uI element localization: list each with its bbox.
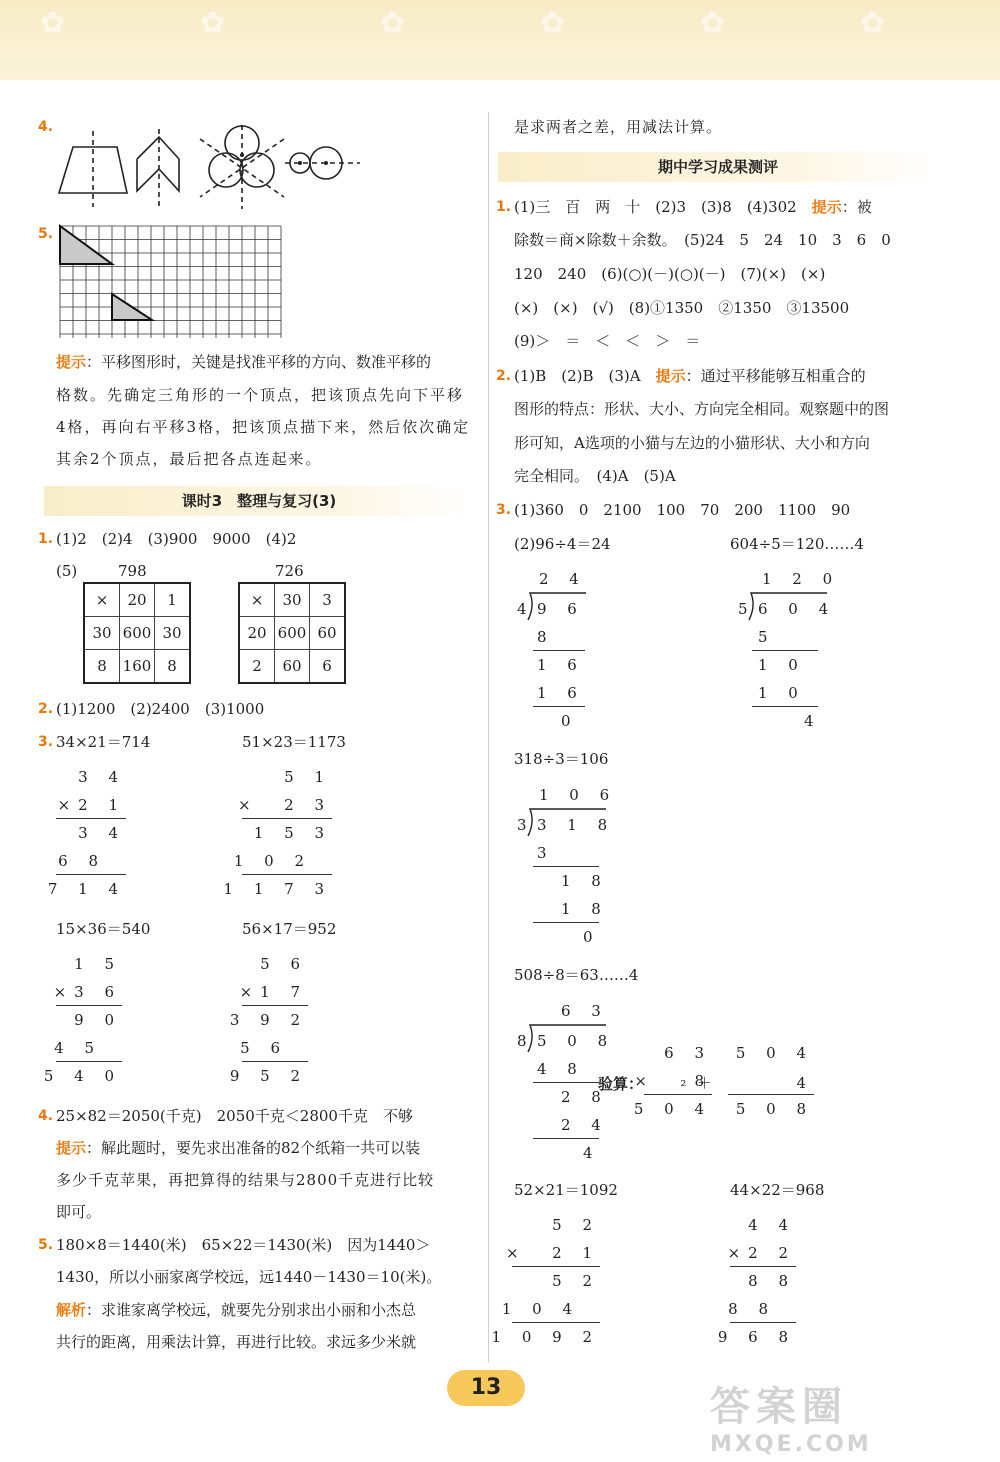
table2-title: 726 [275, 562, 304, 580]
s5-tip-line-2: 共行的距离，用乘法计算，再进行比较。求远多少米就 [56, 1333, 417, 1351]
q2-line-4: 完全相同。 (4)A (5)A [514, 467, 676, 485]
long-division-508-8: 6 3 8 5 0 8 4 8 2 8 2 4 4 [517, 1002, 616, 1162]
s5-tip-line-1: 解析：求谁家离学校远，就要先分别求出小丽和小杰总 [56, 1301, 417, 1319]
section-title-midterm: 期中学习成果测评 [498, 152, 938, 182]
s4-number: 4. [38, 1108, 54, 1124]
q3-eq2: 604÷5＝120……4 [730, 535, 864, 553]
check-label: 验算： [598, 1075, 644, 1093]
section-title-review: 课时3 整理与复习(3) [44, 486, 474, 516]
q2-line-3: 形可知，A选项的小猫与左边的小猫形状、大小和方向 [514, 434, 870, 452]
q5-tip-line-3: 4格，再向右平移3格，把该顶点描下来，然后依次确定 [56, 418, 471, 436]
q2-line-1: (1)B (2)B (3)A 提示：通过平移能够互相重合的 [514, 367, 866, 385]
s3-eq1: 34×21＝714 [56, 733, 151, 751]
long-division-604-5: 1 2 0 5 6 0 4 5 1 0 1 0 4 [738, 570, 841, 730]
flower-icon: ✿ [540, 6, 566, 41]
column-divider [488, 112, 489, 1362]
s1-line1: (1)2 (2)4 (3)900 9000 (4)2 [56, 530, 297, 548]
header-banner [0, 0, 1000, 80]
vertical-calc-34x21: 3 4 ×2 1 3 4 6 8 7 1 4 [47, 768, 126, 898]
q1-number: 1. [496, 199, 512, 215]
q3-eq4: 508÷8＝63……4 [514, 966, 639, 984]
tip-label: 提示 [655, 367, 686, 385]
s3-eq4: 56×17＝952 [242, 920, 337, 938]
flower-icon: ✿ [200, 6, 226, 41]
table1-title: 798 [118, 562, 147, 580]
multiplication-table-1: × 20 1 30 600 30 8 160 8 [83, 582, 191, 684]
s1-part5: (5) [56, 562, 78, 580]
q1-line-4: (×) (×) (√) (8)①1350 ②1350 ③13500 [514, 299, 850, 317]
q3-number: 3. [496, 502, 512, 518]
s5-number: 5. [38, 1237, 54, 1253]
q2-number: 2. [496, 368, 512, 384]
right-top-line: 是求两者之差，用减法计算。 [514, 118, 723, 136]
s5-line-2: 1430，所以小丽家离学校远，远1440－1430＝10(米)。 [56, 1268, 442, 1286]
q3-eq5: 52×21＝1092 [514, 1181, 618, 1199]
s4-text: 25×82＝2050(千克) 2050千克＜2800千克 不够 [56, 1107, 413, 1125]
q2-line-2: 图形的特点：形状、大小、方向完全相同。观察题中的图 [514, 400, 890, 418]
q3-eq6: 44×22＝968 [730, 1181, 825, 1199]
tip-label: 提示 [56, 353, 87, 371]
vertical-calc-15x36: 1 5 ×3 6 9 0 4 5 5 4 0 [43, 955, 122, 1085]
q3-line-1: (1)360 0 2100 100 70 200 1100 90 [514, 501, 851, 519]
tip-label: 提示 [56, 1139, 87, 1157]
page-number: 13 [447, 1370, 525, 1406]
q5-tip-line-1: 提示：平移图形时，关键是找准平移的方向、数准平移的 [56, 353, 432, 371]
s4-tip-line-1: 提示：解此题时，要先求出准备的82个纸箱一共可以装 [56, 1139, 421, 1157]
s4-tip-line-3: 即可。 [56, 1203, 102, 1221]
translation-grid [56, 222, 284, 338]
symmetry-figures [55, 125, 370, 210]
tip-label: 提示 [811, 198, 842, 216]
q1-line-2: 除数＝商×除数＋余数。 (5)24 5 24 10 3 6 0 [514, 231, 891, 249]
s3-eq3: 15×36＝540 [56, 920, 151, 938]
flower-icon: ✿ [40, 6, 66, 41]
vertical-calc-44x22: 4 4 ×2 2 8 8 8 8 9 6 8 [717, 1216, 796, 1346]
q3-eq3: 318÷3＝106 [514, 750, 609, 768]
s4-tip-line-2: 多少千克苹果，再把算得的结果与2800千克进行比较 [56, 1171, 435, 1189]
vertical-calc-52x21: 5 2 × 2 1 5 2 1 0 4 1 0 9 2 [491, 1216, 600, 1346]
q5-tip-line-2: 格数。先确定三角形的一个顶点，把该顶点先向下平移 [56, 386, 465, 404]
vertical-calc-51x23: 5 1 × 2 3 1 5 3 1 0 2 1 1 7 3 [223, 768, 332, 898]
s1-number: 1. [38, 531, 54, 547]
long-division-318-3: 1 0 6 3 3 1 8 3 1 8 1 8 0 [517, 786, 618, 946]
s3-eq2: 51×23＝1173 [242, 733, 346, 751]
s2-number: 2. [38, 701, 54, 717]
check-calc-63x8: 6 3 × ₂8 5 0 4 [633, 1044, 712, 1118]
flower-icon: ✿ [700, 6, 726, 41]
check-calc-504+4: 5 0 4 ＋ 4 5 0 8 [696, 1044, 814, 1118]
q1-line-3: 120 240 (6)(○)(－)(○)(－) (7)(×) (×) [514, 265, 826, 283]
q1-line-5: (9)＞ ＝ ＜ ＜ ＞ ＝ [514, 332, 701, 350]
multiplication-table-2: × 30 3 20 600 60 2 60 6 [238, 582, 346, 684]
analysis-label: 解析 [56, 1301, 87, 1319]
flower-icon: ✿ [860, 6, 886, 41]
s5-line-1: 180×8＝1440(米) 65×22＝1430(米) 因为1440＞ [56, 1236, 431, 1254]
q1-line-1: (1)三 百 两 十 (2)3 (3)8 (4)302 提示：被 [514, 198, 872, 216]
q3-eq1: (2)96÷4＝24 [514, 535, 611, 553]
s3-number: 3. [38, 734, 54, 750]
flower-icon: ✿ [380, 6, 406, 41]
watermark: 答案圈 MXQE.COM [710, 1384, 872, 1457]
q5-number: 5. [38, 226, 54, 242]
vertical-calc-56x17: 5 6 ×1 7 3 9 2 5 6 9 5 2 [229, 955, 308, 1085]
s2-text: (1)1200 (2)2400 (3)1000 [56, 700, 265, 718]
q4-number: 4. [38, 119, 54, 135]
q5-tip-line-4: 其余2个顶点，最后把各点连起来。 [56, 450, 323, 468]
long-division-96-4: 2 4 4 9 6 8 1 6 1 6 0 [517, 570, 587, 730]
